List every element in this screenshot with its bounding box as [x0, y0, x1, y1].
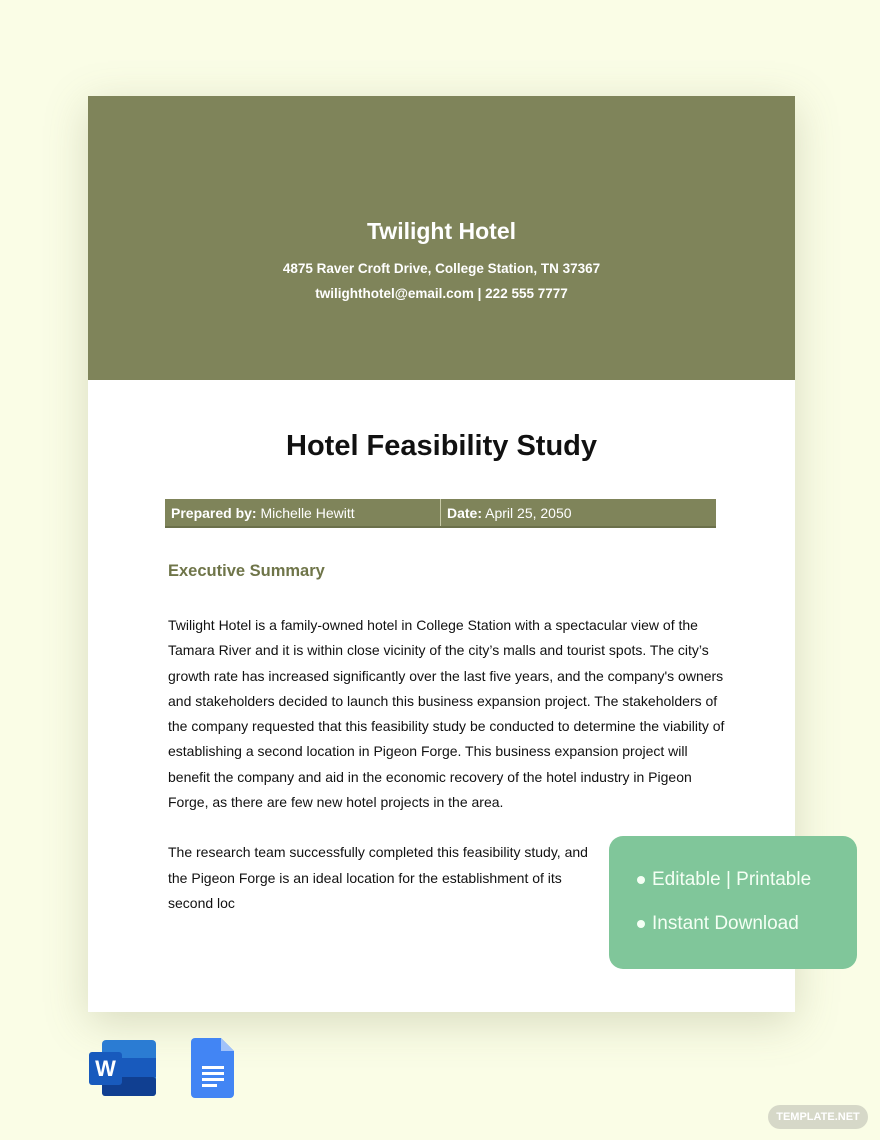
bullet-icon [637, 920, 645, 928]
badge-text: Editable | Printable [652, 869, 812, 890]
paragraph: Twilight Hotel is a family-owned hotel in College Station with a spectacular view of the Tamara River and it is within close vicinity of the city’s malls and tourist spots. The city’s growth rate has increased significantly over the last five years, and the company's owners and stakeholders decided to launch this business expansion project. The stakeholders of the company requested that this feasibility study be conducted to determine the viability of establishing a second location in Pigeon Forge. This business expansion project will benefit the company and aid in the economic recovery of the hotel industry in Pigeon Forge, as there are few new hotel projects in the area. [168, 617, 725, 811]
prepared-value: Michelle Hewitt [256, 505, 355, 521]
badge-text: Instant Download [652, 913, 799, 934]
document-header [88, 96, 795, 380]
word-icon[interactable] [88, 1038, 158, 1098]
bullet-icon [637, 876, 645, 884]
badge-item [637, 913, 799, 935]
hotel-name: Twilight Hotel [366, 218, 517, 244]
hotel-address: 4875 Raver Croft Drive, College Station, TN 37367 [282, 261, 601, 276]
date-value: April 25, 2050 [482, 505, 572, 521]
svg-text:W: W [95, 1056, 116, 1081]
hotel-contact: twilighthotel@email.com | 222 555 7777 [315, 286, 568, 301]
features-badge [609, 836, 857, 969]
meta-table [165, 499, 716, 528]
section-heading: Executive Summary [168, 562, 325, 580]
prepared-label: Prepared by: [171, 505, 257, 521]
watermark: TEMPLATE.NET [768, 1105, 868, 1129]
prepared-by-cell [165, 499, 440, 526]
date-cell [440, 499, 716, 526]
date-label: Date: [447, 505, 483, 521]
badge-item [637, 869, 811, 891]
google-docs-icon[interactable] [191, 1038, 235, 1098]
document-title: Hotel Feasibility Study [286, 430, 597, 462]
paragraph: The research team successfully completed this feasibility study, and the Pigeon Forge is an ideal location for the establishment of its second loc [168, 844, 588, 911]
